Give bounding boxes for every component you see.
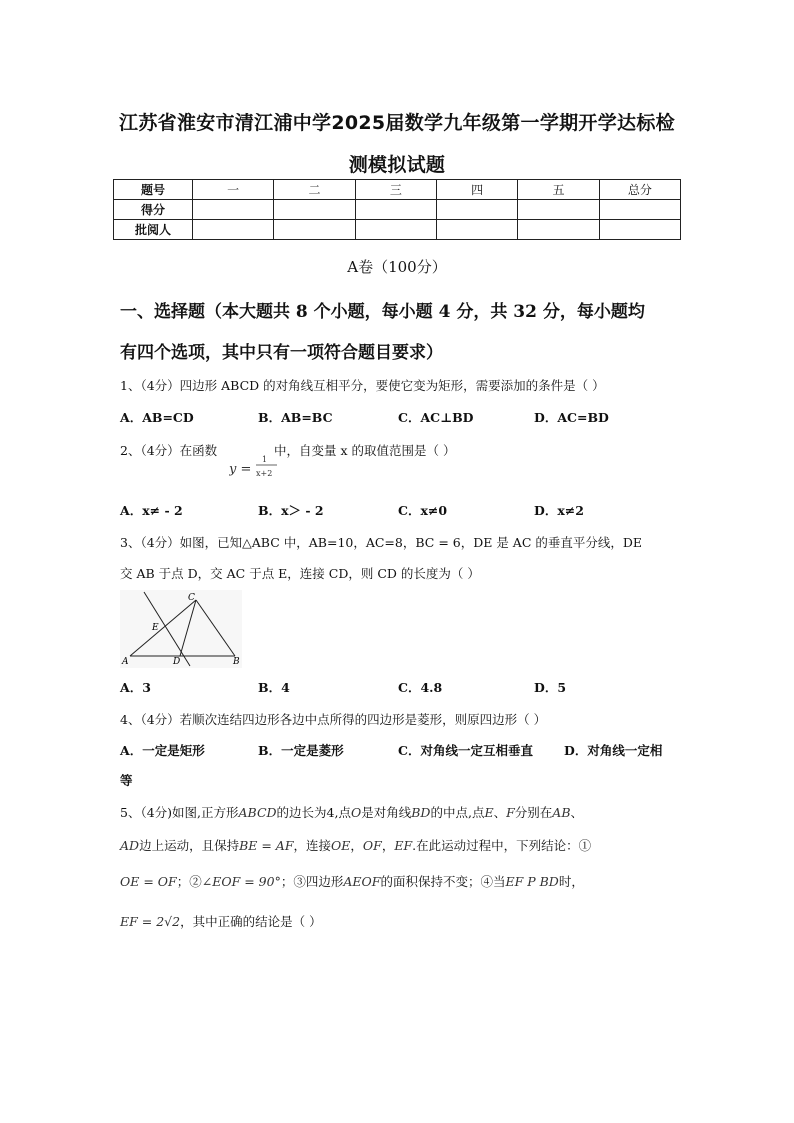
- q5-text: ，: [381, 838, 395, 853]
- option-c[interactable]: C．对角线一定互相垂直: [398, 743, 533, 758]
- score-cell[interactable]: [274, 200, 355, 220]
- score-header-cell: 总分: [599, 180, 680, 200]
- section-title: A卷（100分）: [347, 258, 447, 276]
- score-cell[interactable]: [193, 220, 274, 240]
- score-header-cell: 四: [436, 180, 517, 200]
- question-1-stem: 1、（4分）四边形 ABCD 的对角线互相平分，要使它变为矩形，需要添加的条件是（ ）: [120, 378, 605, 393]
- question-1-options: [120, 408, 680, 426]
- q5-text: 5、（4分)如图,正方形: [120, 805, 239, 820]
- score-header-cell: 五: [518, 180, 599, 200]
- label-c: C: [188, 593, 195, 603]
- question-4-options: [120, 741, 680, 759]
- q5-text: .在此运动过程中，下列结论：①: [412, 838, 592, 853]
- q5-math: OE: [331, 838, 351, 853]
- score-table-header-row: [114, 180, 681, 200]
- score-cell[interactable]: [355, 220, 436, 240]
- option-a[interactable]: A．一定是矩形: [120, 743, 205, 758]
- part-heading-line1: 一、选择题（本大题共 8 个小题，每小题 4 分，共 32 分，每小题均: [120, 302, 645, 322]
- score-row-label: 得分: [114, 200, 193, 220]
- score-cell[interactable]: [193, 200, 274, 220]
- q5-math: BD: [411, 805, 431, 820]
- q5-math: EF: [394, 838, 413, 853]
- q5-text: ，: [350, 838, 363, 853]
- score-cell[interactable]: [599, 220, 680, 240]
- q5-text: ；③四边形: [280, 874, 344, 889]
- label-a: A: [122, 657, 129, 667]
- option-b[interactable]: B．4: [258, 680, 290, 695]
- q5-math: O: [350, 805, 362, 820]
- score-header-cell: 二: [274, 180, 355, 200]
- formula-denominator: x+2: [256, 469, 273, 478]
- option-d[interactable]: D．5: [534, 680, 567, 695]
- q5-math: AD: [120, 838, 140, 853]
- question-3-stem-line2: 交 AB 于点 D，交 AC 于点 E，连接 CD，则 CD 的长度为（ ）: [120, 566, 480, 581]
- option-d[interactable]: D．x≠2: [534, 503, 584, 518]
- q5-math: ABCD: [238, 805, 277, 820]
- label-b: B: [233, 657, 240, 667]
- score-row-label: 批阅人: [114, 220, 193, 240]
- score-cell[interactable]: [599, 200, 680, 220]
- score-cell[interactable]: [355, 200, 436, 220]
- option-d[interactable]: D．AC=BD: [534, 410, 609, 425]
- option-a[interactable]: A．AB=CD: [120, 410, 194, 425]
- q5-math: E: [484, 805, 494, 820]
- q5-text: 的边长为4,点: [276, 805, 351, 820]
- question-2-stem-a: 2、（4分）在函数: [120, 443, 218, 458]
- option-a[interactable]: A．3: [120, 680, 151, 695]
- q5-text: 边上运动，且保持: [139, 838, 240, 853]
- score-table-row: [114, 200, 681, 220]
- q5-text: 是对角线: [361, 805, 412, 820]
- score-cell[interactable]: [274, 220, 355, 240]
- q5-math: AEOF: [343, 874, 381, 889]
- q5-math: BE = AF: [239, 838, 294, 853]
- label-e: E: [152, 623, 159, 633]
- question-5-line1: [120, 803, 583, 821]
- q5-math: OF: [362, 838, 382, 853]
- q5-text: 、: [570, 805, 584, 820]
- part-heading-line2: 有四个选项，其中只有一项符合题目要求）: [120, 343, 443, 363]
- q5-math: OE = OF: [120, 874, 177, 889]
- question-2-stem-b: 中，自变量 x 的取值范围是（ ）: [274, 443, 456, 458]
- q5-text: 时，: [558, 874, 584, 889]
- formula-lhs: y =: [229, 462, 252, 477]
- q5-text: 、: [493, 805, 507, 820]
- score-cell[interactable]: [518, 200, 599, 220]
- score-table-row: [114, 220, 681, 240]
- option-c[interactable]: C．4.8: [398, 680, 443, 695]
- exam-title-line1: 江苏省淮安市清江浦中学2025届数学九年级第一学期开学达标检: [119, 112, 675, 134]
- function-formula: [229, 453, 289, 486]
- option-a[interactable]: A．x≠ - 2: [120, 503, 183, 518]
- q5-math: EF = 2√2: [120, 914, 181, 929]
- question-5-line4: [120, 912, 322, 930]
- score-table: [113, 179, 681, 240]
- q5-text: 的面积保持不变；④当: [380, 874, 506, 889]
- question-3-options: [120, 678, 680, 696]
- question-3-stem-line1: 3、（4分）如图，已知△ABC 中，AB=10，AC=8，BC = 6，DE 是 AC 的垂直平分线，DE: [120, 535, 643, 550]
- score-header-cell: 三: [355, 180, 436, 200]
- exam-title-line2: 测模拟试题: [348, 154, 446, 176]
- q5-text: ，连接: [293, 838, 332, 853]
- question-5-line3: [120, 872, 584, 890]
- q5-math: F: [506, 805, 515, 820]
- score-cell[interactable]: [436, 220, 517, 240]
- option-c[interactable]: C．x≠0: [398, 503, 448, 518]
- question-2-options: [120, 501, 680, 519]
- label-d: D: [173, 657, 181, 667]
- formula-svg: [229, 453, 289, 483]
- option-d[interactable]: D．对角线一定相: [564, 743, 663, 758]
- score-cell[interactable]: [436, 200, 517, 220]
- question-5-line2: [120, 836, 591, 854]
- option-b[interactable]: B．x＞ - 2: [258, 503, 324, 518]
- score-header-cell: 题号: [114, 180, 193, 200]
- option-b[interactable]: B．AB=BC: [258, 410, 333, 425]
- q5-math: ∠EOF = 90°: [201, 874, 281, 889]
- question-4-stem: 4、（4分）若顺次连结四边形各边中点所得的四边形是菱形，则原四边形（ ）: [120, 712, 547, 727]
- option-c[interactable]: C．AC⊥BD: [398, 410, 474, 425]
- q5-text: 分别在: [514, 805, 553, 820]
- option-b[interactable]: B．一定是菱形: [258, 743, 344, 758]
- q5-text: ；②: [176, 874, 202, 889]
- triangle-figure: [120, 590, 242, 668]
- question-4-option-d-continued: 等: [120, 773, 133, 788]
- q5-text: ，其中正确的结论是（ ）: [180, 914, 322, 929]
- formula-numerator: 1: [262, 455, 268, 464]
- q5-math: AB: [552, 805, 571, 820]
- q5-text: 的中点,点: [430, 805, 485, 820]
- q5-math: EF P BD: [505, 874, 559, 889]
- score-cell[interactable]: [518, 220, 599, 240]
- score-header-cell: 一: [193, 180, 274, 200]
